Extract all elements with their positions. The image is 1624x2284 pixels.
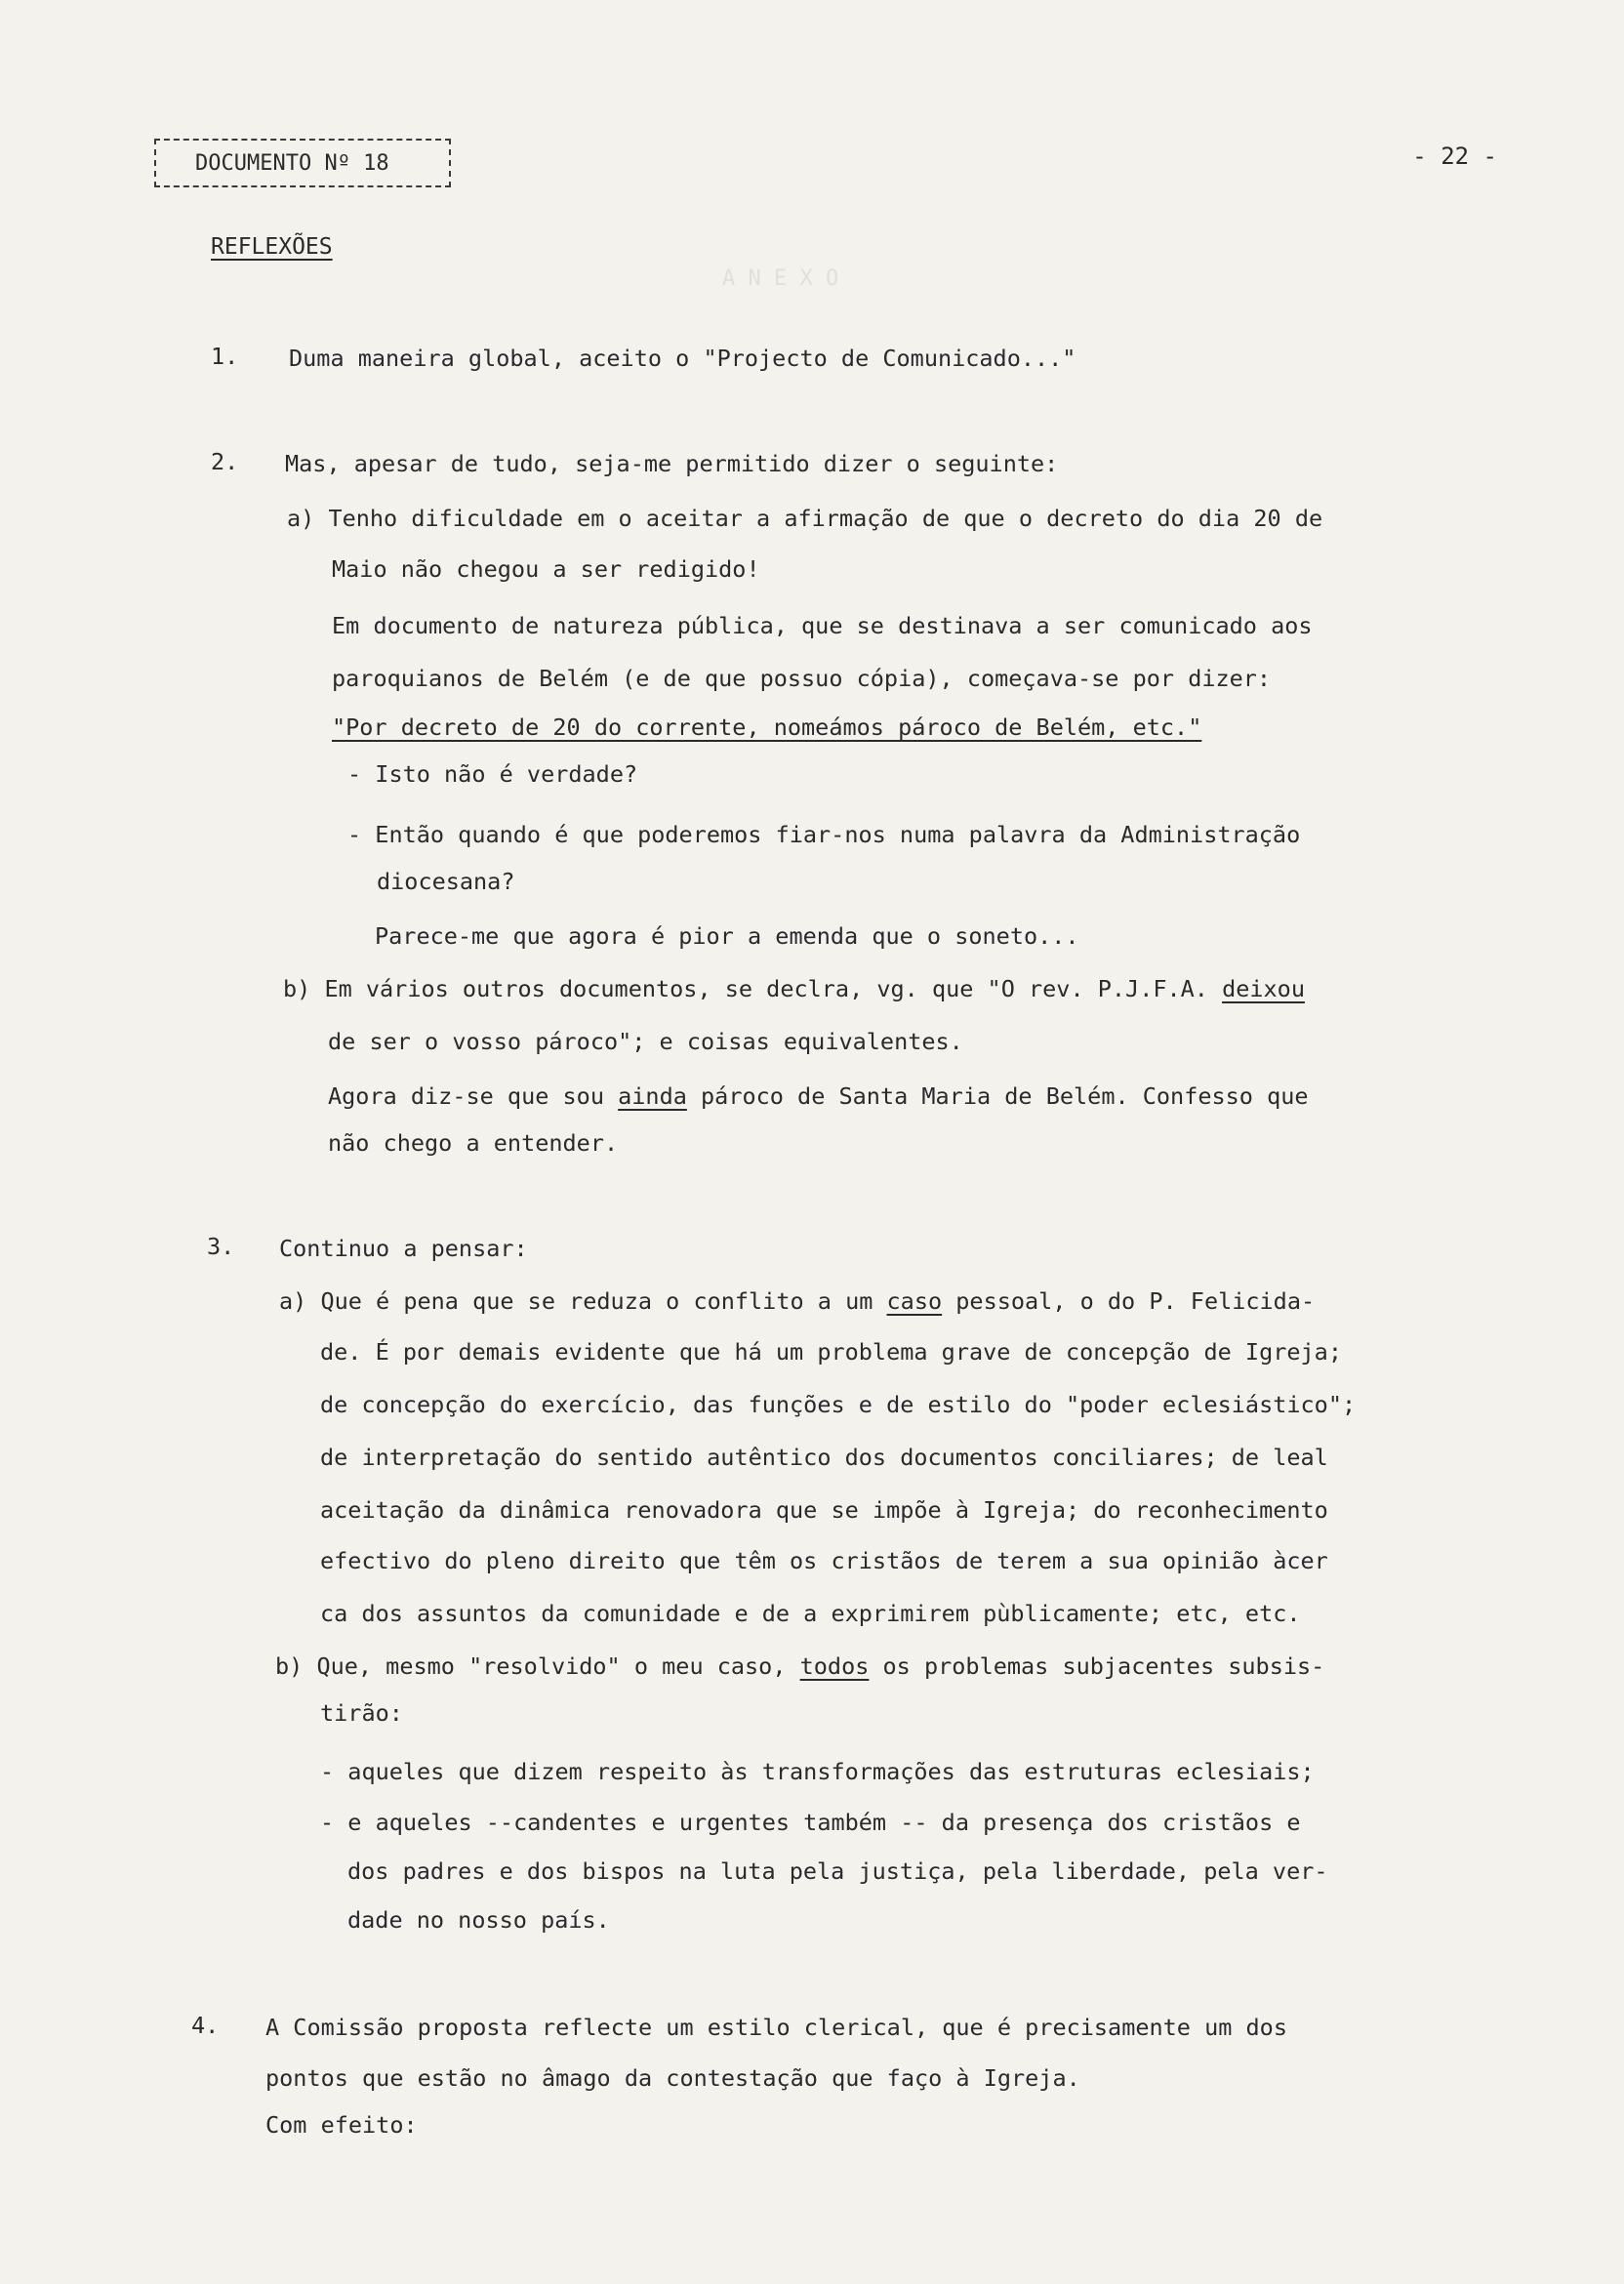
paragraph-line: - e aqueles --candentes e urgentes também -- da presença dos cristãos e bbox=[320, 1809, 1301, 1836]
paragraph-line: de ser o vosso pároco"; e coisas equivalentes. bbox=[328, 1028, 963, 1055]
text-segment: a) Que é pena que se reduza o conflito a um bbox=[279, 1287, 887, 1315]
underlined-word: ainda bbox=[618, 1082, 687, 1110]
paragraph-line: diocesana? bbox=[377, 868, 515, 895]
text-segment: os problemas subjacentes subsis- bbox=[869, 1652, 1325, 1680]
underlined-word: caso bbox=[886, 1287, 943, 1315]
section-title: REFLEXÕES bbox=[211, 234, 333, 260]
paragraph-line: - Isto não é verdade? bbox=[347, 760, 638, 788]
paragraph-line: dos padres e dos bispos na luta pela justiça, pela liberdade, pela ver- bbox=[347, 1857, 1328, 1885]
paragraph-line: paroquianos de Belém (e de que possuo cópia), começava-se por dizer: bbox=[332, 665, 1272, 692]
item-text: A Comissão proposta reflecte um estilo clerical, que é precisamente um dos bbox=[265, 2014, 1287, 2041]
paragraph-line bbox=[275, 1652, 1324, 1681]
item-number: 3. bbox=[207, 1233, 235, 1260]
item-text: Com efeito: bbox=[265, 2111, 418, 2139]
paragraph-line: aceitação da dinâmica renovadora que se impõe à Igreja; do reconhecimento bbox=[320, 1496, 1328, 1524]
text-segment: b) Em vários outros documentos, se declra, vg. que "O rev. P.J.F.A. bbox=[283, 975, 1223, 1002]
paragraph-line: tirão: bbox=[320, 1699, 403, 1727]
paragraph-line: Em documento de natureza pública, que se destinava a ser comunicado aos bbox=[332, 612, 1313, 639]
document-label: DOCUMENTO Nº 18 bbox=[195, 150, 389, 176]
paragraph-line: dade no nosso país. bbox=[347, 1906, 610, 1934]
document-label-box bbox=[154, 139, 451, 187]
underlined-word: todos bbox=[799, 1652, 870, 1680]
text-segment: Agora diz-se que sou bbox=[328, 1082, 619, 1110]
paragraph-line: a) Tenho dificuldade em o aceitar a afirmação de que o decreto do dia 20 de bbox=[287, 505, 1323, 532]
text-segment: pároco de Santa Maria de Belém. Confesso que bbox=[686, 1082, 1309, 1110]
paragraph-line: de concepção do exercício, das funções e de estilo do "poder eclesiástico"; bbox=[320, 1391, 1357, 1418]
paragraph-line bbox=[283, 974, 1305, 1003]
underlined-word: deixou bbox=[1222, 975, 1305, 1002]
paragraph-line: ca dos assuntos da comunidade e de a exprimirem pùblicamente; etc, etc. bbox=[320, 1600, 1301, 1627]
quoted-decree: "Por decreto de 20 do corrente, nomeámos pároco de Belém, etc." bbox=[332, 714, 1202, 741]
paragraph-line: efectivo do pleno direito que têm os cristãos de terem a sua opinião àcer bbox=[320, 1547, 1328, 1574]
paragraph-line: - aqueles que dizem respeito às transformações das estruturas eclesiais; bbox=[320, 1758, 1315, 1785]
item-text: pontos que estão no âmago da contestação que faço à Igreja. bbox=[265, 2064, 1080, 2092]
paragraph-line: - Então quando é que poderemos fiar-nos numa palavra da Administração bbox=[347, 821, 1301, 848]
page-number: - 22 - bbox=[1412, 143, 1497, 170]
paragraph-line: de. É por demais evidente que há um problema grave de concepção de Igreja; bbox=[320, 1338, 1342, 1366]
text-segment: pessoal, o do P. Felicida- bbox=[942, 1287, 1316, 1315]
item-text: Continuo a pensar: bbox=[279, 1235, 528, 1262]
item-number: 1. bbox=[211, 343, 239, 370]
paragraph-line bbox=[279, 1286, 1315, 1316]
item-number: 2. bbox=[211, 448, 239, 475]
item-text: Mas, apesar de tudo, seja-me permitido dizer o seguinte: bbox=[285, 450, 1059, 477]
paragraph-line: de interpretação do sentido autêntico dos documentos conciliares; de leal bbox=[320, 1444, 1328, 1471]
paragraph-line: não chego a entender. bbox=[328, 1129, 619, 1157]
item-number: 4. bbox=[191, 2012, 220, 2039]
paragraph-line bbox=[328, 1081, 1309, 1111]
text-segment: b) Que, mesmo "resolvido" o meu caso, bbox=[275, 1652, 800, 1680]
paragraph-line: Parece-me que agora é pior a emenda que o soneto... bbox=[375, 922, 1079, 950]
item-text: Duma maneira global, aceito o "Projecto de Comunicado..." bbox=[289, 345, 1076, 372]
paragraph-line: Maio não chegou a ser redigido! bbox=[332, 555, 760, 583]
bleed-through-decoration: A N E X O bbox=[722, 266, 839, 291]
